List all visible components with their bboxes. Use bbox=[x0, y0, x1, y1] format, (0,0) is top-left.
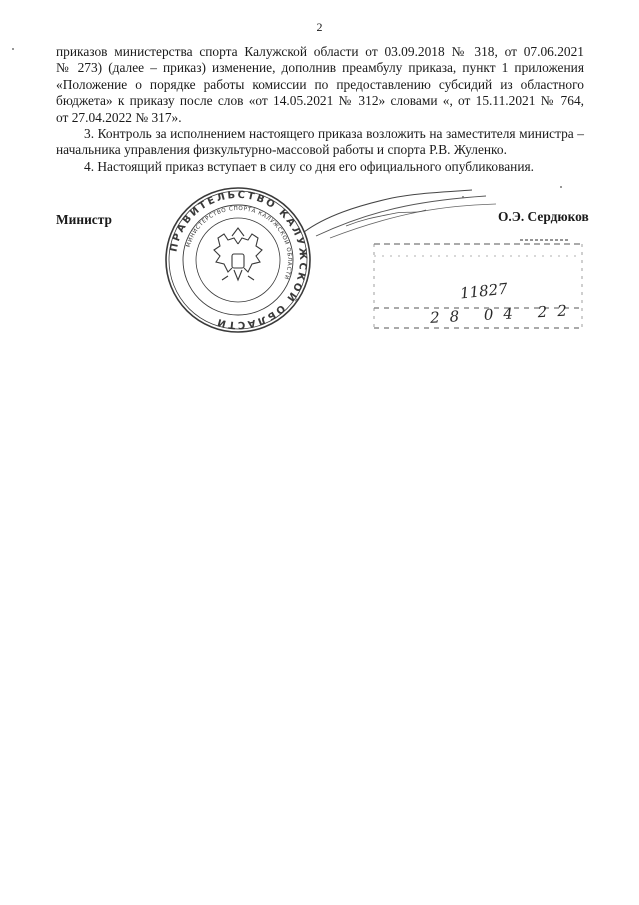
signatory-title: Министр bbox=[56, 212, 112, 227]
scan-speck bbox=[12, 48, 14, 50]
registration-number: 11827 bbox=[459, 279, 509, 303]
paragraph-line: 3. Контроль за исполнением настоящего приказа возложить на заместителя министра – bbox=[84, 126, 584, 142]
page-number: 2 bbox=[316, 20, 323, 34]
paragraph-line: бюджета» к приказу после слов «от 14.05.2021 № 312» словами «, от 15.11.2021 № 764, bbox=[56, 93, 584, 109]
official-seal bbox=[162, 184, 314, 336]
paragraph-line: приказов министерства спорта Калужской области от 03.09.2018 № 318, от 07.06.2021 bbox=[56, 44, 584, 59]
seal-inner-text: МИНИСТЕРСТВО СПОРТА КАЛУЖСКОЙ ОБЛАСТИ bbox=[185, 205, 293, 281]
signatory-name: О.Э. Сердюков bbox=[498, 209, 589, 224]
registration-date: 28 04 22 bbox=[429, 301, 578, 327]
paragraph-line: от 27.04.2022 № 317». bbox=[56, 109, 182, 125]
eagle-emblem-icon bbox=[214, 228, 262, 280]
paragraph-line: начальника управления физкультурно-массовой работы и спорта Р.В. Жуленко. bbox=[56, 142, 507, 158]
scan-speck bbox=[560, 186, 562, 188]
seal-outer-text: ПРАВИТЕЛЬСТВО КАЛУЖСКОЙ ОБЛАСТИ bbox=[168, 189, 309, 331]
document-body bbox=[56, 44, 584, 175]
paragraph-line: 4. Настоящий приказ вступает в силу со дня его официального опубликования. bbox=[84, 158, 534, 174]
scan-speck bbox=[462, 196, 464, 198]
paragraph-line: «Положение о порядке работы комиссии по предоставлению субсидий из областного bbox=[56, 76, 584, 92]
paragraph-line: № 273) (далее – приказ) изменение, дополнив преамбулу приказа, пункт 1 приложения bbox=[56, 60, 584, 76]
